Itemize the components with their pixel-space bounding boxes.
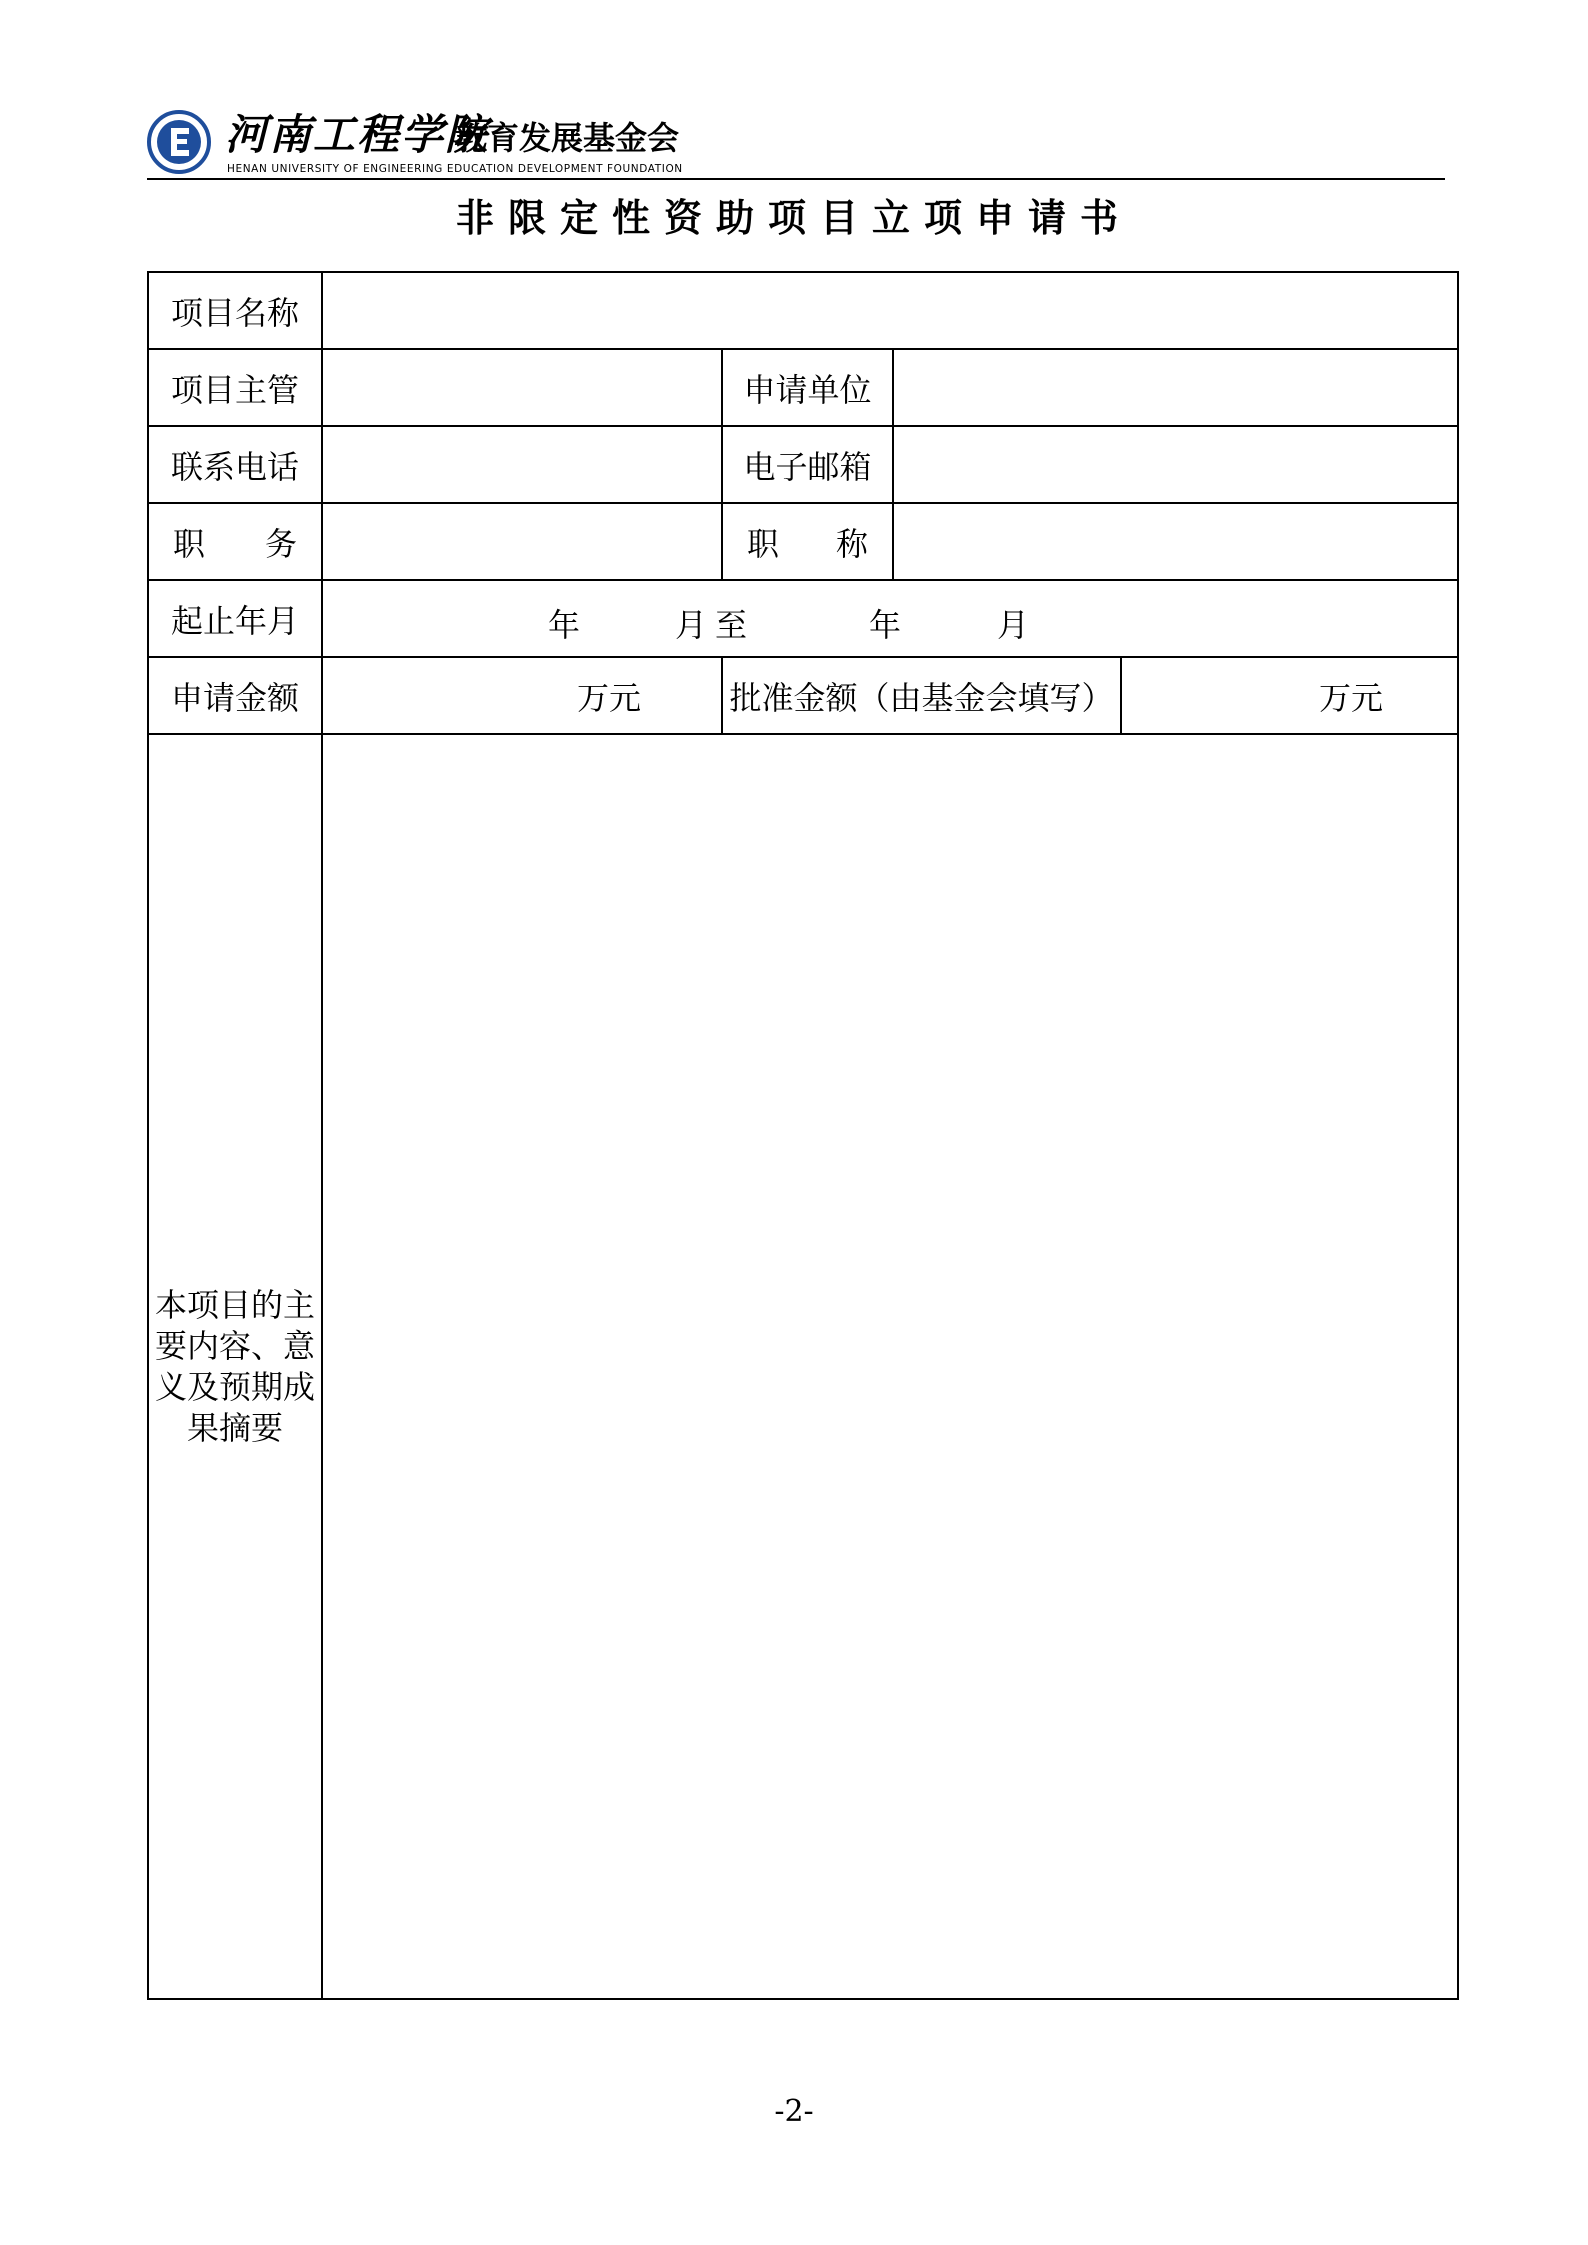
- phone-field[interactable]: [322, 426, 722, 503]
- title-label: [722, 503, 893, 580]
- application-form: [147, 271, 1459, 2000]
- applicant-unit-label: 申请单位: [722, 349, 893, 426]
- project-name-label: 项目名称: [148, 272, 322, 349]
- applicant-unit-field[interactable]: [893, 349, 1458, 426]
- row-summary: [148, 734, 1458, 1999]
- page-number: -2-: [774, 2094, 814, 2129]
- title-field[interactable]: [893, 503, 1458, 580]
- summary-field[interactable]: [322, 734, 1458, 1999]
- row-period: [148, 580, 1458, 657]
- project-name-field[interactable]: [322, 272, 1458, 349]
- start-year-label: 年: [548, 606, 581, 644]
- position-char-1: 职: [173, 524, 206, 563]
- amount-approved-label: 批准金额（由基金会填写）: [722, 657, 1121, 734]
- foundation-name: 教育发展基金会: [455, 119, 680, 157]
- title-char-2: 称: [835, 524, 868, 563]
- end-month-label: 月: [997, 606, 1030, 644]
- letterhead: [147, 108, 1445, 178]
- project-manager-label: 项目主管: [148, 349, 322, 426]
- row-contact: [148, 426, 1458, 503]
- position-field[interactable]: [322, 503, 722, 580]
- row-position: [148, 503, 1458, 580]
- summary-label: 本项目的主要内容、意义及预期成果摘要: [148, 734, 322, 1999]
- period-field[interactable]: [322, 580, 1458, 657]
- amount-requested-unit: 万元: [576, 678, 641, 717]
- amount-requested-label: 申请金额: [148, 657, 322, 734]
- end-year-label: 年: [869, 606, 902, 644]
- email-field[interactable]: [893, 426, 1458, 503]
- amount-requested-field[interactable]: [322, 657, 722, 734]
- phone-label: 联系电话: [148, 426, 322, 503]
- header-divider: [147, 178, 1445, 180]
- row-amount: [148, 657, 1458, 734]
- position-label: [148, 503, 322, 580]
- position-char-2: 务: [264, 524, 297, 563]
- email-label: 电子邮箱: [722, 426, 893, 503]
- row-project-name: [148, 272, 1458, 349]
- foundation-english-name: HENAN UNIVERSITY OF ENGINEERING EDUCATION DEVELOPMENT FOUNDATION: [227, 163, 683, 175]
- document-title: 非限定性资助项目立项申请书: [455, 195, 1132, 240]
- to-label: 至: [715, 606, 748, 644]
- row-manager: [148, 349, 1458, 426]
- amount-approved-field[interactable]: [1121, 657, 1458, 734]
- title-char-1: 职: [747, 524, 780, 563]
- amount-approved-unit: 万元: [1318, 678, 1383, 717]
- period-label: 起止年月: [148, 580, 322, 657]
- university-name: 河南工程学院: [225, 110, 490, 159]
- university-seal-icon: [147, 110, 211, 174]
- start-month-label: 月: [675, 606, 708, 644]
- project-manager-field[interactable]: [322, 349, 722, 426]
